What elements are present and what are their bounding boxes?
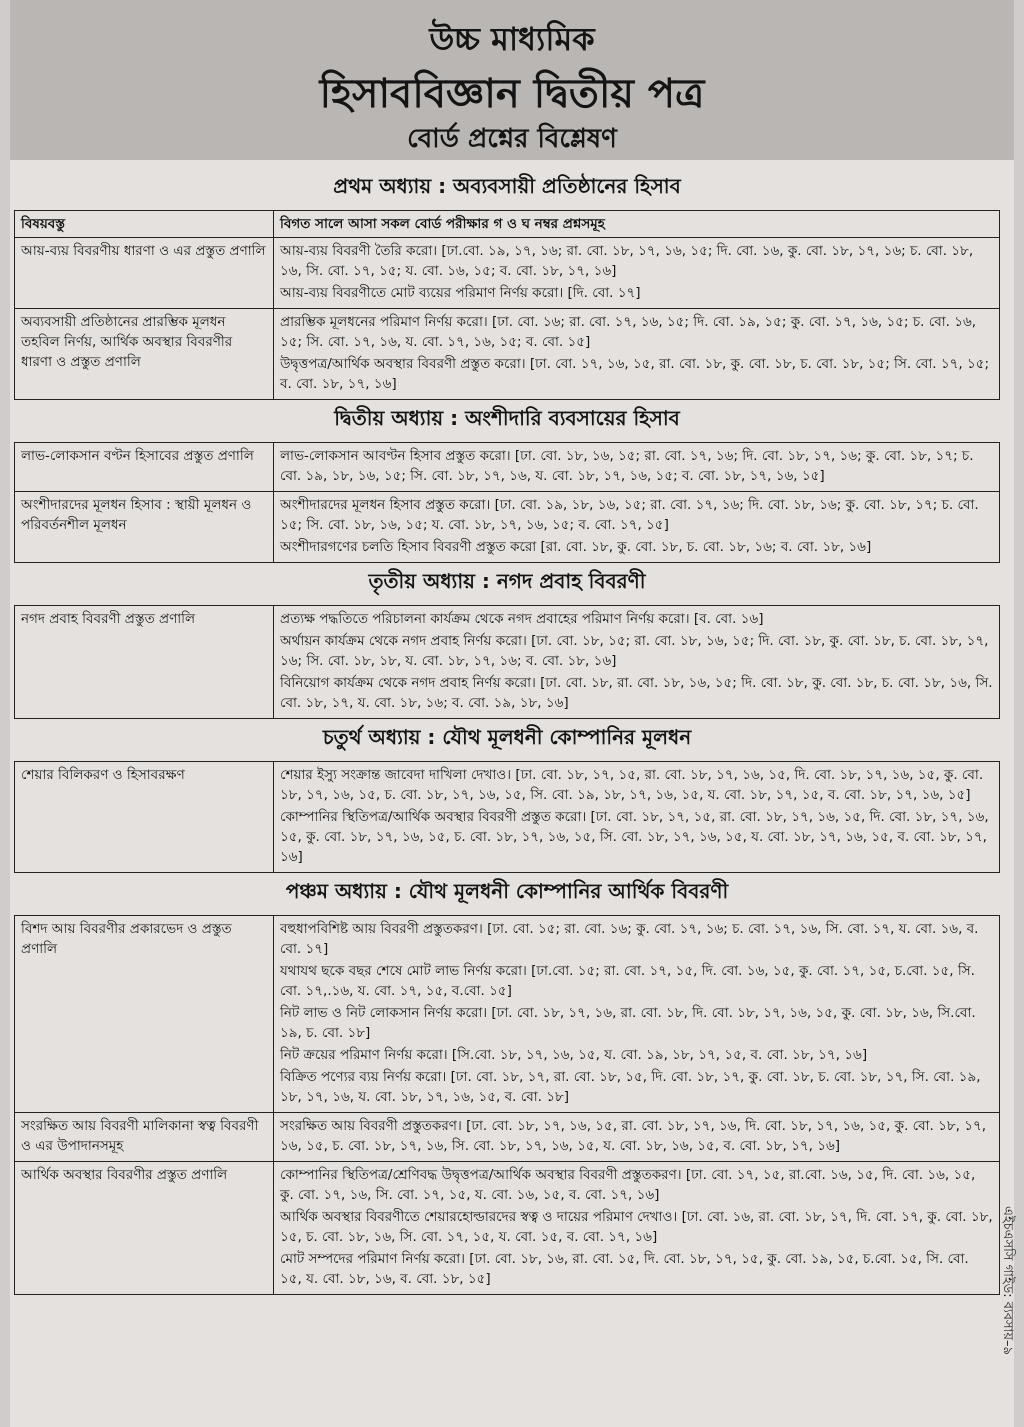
chapter-heading: তৃতীয় অধ্যায় : নগদ প্রবাহ বিবরণী — [368, 569, 646, 593]
chapter-heading: প্রথম অধ্যায় : অব্যবসায়ী প্রতিষ্ঠানের হিসাব — [333, 174, 681, 198]
table-row — [15, 606, 1000, 719]
topic-cell: শেয়ার বিলিকরণ ও হিসাবরক্ষণ — [15, 762, 274, 873]
topic-cell: আর্থিক অবস্থার বিবরণীর প্রস্তুত প্রণালি — [15, 1162, 274, 1295]
table-row — [15, 492, 1000, 563]
table-row — [15, 443, 1000, 492]
questions-cell — [274, 492, 1000, 563]
questions-cell — [274, 443, 1000, 492]
question-item: কোম্পানির স্থিতিপত্র/আর্থিক অবস্থার বিবরণী প্রস্তুত করো। [ঢা. বো. ১৮, ১৭, ১৫, রা. বো. ১৮, ১৭, ১৬, ১৫, দি. বো. ১৮, ১৭, ১৬, ১৫, কু. বো. ১৮, ১৭, ১৬, ১৫, চ. বো. ১৮, ১৭, ১৬, ১৫, সি. বো. ১৮, ১৭, ১৬, ১৫, য. বো. ১৮, ১৭, ১৬, ১৫, ব. বো. ১৮, ১৭, ১৬] — [280, 809, 989, 865]
question-item: আয়-ব্যয় বিবরণী তৈরি করো। [ঢা.বো. ১৯, ১৭, ১৬; রা. বো. ১৮, ১৭, ১৬, ১৫; দি. বো. ১৬, কু. বো. ১৮, ১৭, ১৬; চ. বো. ১৮, ১৬, সি. বো. ১৭, ১৫; য. বো. ১৬, ১৫; ব. বো. ১৮, ১৭, ১৬] — [280, 243, 974, 279]
questions-cell — [274, 309, 1000, 400]
question-item: বহুধাপবিশিষ্ট আয় বিবরণী প্রস্তুতকরণ। [ঢা. বো. ১৫; রা. বো. ১৬; কু. বো. ১৭, ১৬; চ. বো. ১৭, ১৬, সি. বো. ১৭, য. বো. ১৬, ব. বো. ১৭] — [280, 921, 979, 957]
side-caption: এইচএসসি গাইড: ব্যবসায়–৯ — [1000, 1205, 1015, 1355]
topic-cell: অংশীদারদের মূলধন হিসাব : স্থায়ী মূলধন ও পরিবর্তনশীল মূলধন — [15, 492, 274, 563]
question-item: মোট সম্পদের পরিমাণ নির্ণয় করো। [ঢা. বো. ১৮, ১৬, রা. বো. ১৫, দি. বো. ১৮, ১৭, ১৫, কু. বো. ১৯, ১৫, চ.বো. ১৫, সি. বো. ১৫, য. বো. ১৮, ১৬, ব. বো. ১৮, ১৫] — [280, 1251, 969, 1287]
question-item: আর্থিক অবস্থার বিবরণীতে শেয়ারহোল্ডারদের স্বত্ব ও দায়ের পরিমাণ দেখাও। [ঢা. বো. ১৬, রা. বো. ১৮, ১৭, দি. বো. ১৭, কু. বো. ১৮, ১৫, চ. বো. ১৮, ১৬, সি. বো. ১৭, ১৫, য. বো. ১৫, ব. বো. ১৭, ১৬] — [280, 1209, 993, 1245]
column-header-row — [15, 211, 1000, 238]
chapter-heading: দ্বিতীয় অধ্যায় : অংশীদারি ব্যবসায়ের হিসাব — [334, 406, 680, 430]
topic-cell: সংরক্ষিত আয় বিবরণী মালিকানা স্বত্ব বিবরণী ও এর উপাদানসমূহ — [15, 1113, 274, 1162]
question-item: যথাযথ ছকে বছর শেষে মোট লাভ নির্ণয় করো। [ঢা.বো. ১৫; রা. বো. ১৭, ১৫, দি. বো. ১৬, ১৫, কু. বো. ১৭, ১৫, চ.বো. ১৫, সি. বো. ১৭,.১৬, য. বো. ১৭, ১৫, ব.বো. ১৫] — [280, 963, 975, 999]
questions-cell — [274, 762, 1000, 873]
table-row — [15, 762, 1000, 873]
question-item: বিনিয়োগ কার্যক্রম থেকে নগদ প্রবাহ নির্ণয় করো। [ঢা. বো. ১৮, রা. বো. ১৮, ১৬, ১৫; দি. বো. ১৮, কু. বো. ১৮, চ. বো. ১৮, ১৬, সি. বো. ১৮, ১৭, য. বো. ১৮, ১৬; ব. বো. ১৯, ১৮, ১৬] — [280, 675, 993, 711]
level-title: উচ্চ মাধ্যমিক — [429, 20, 595, 58]
table-row — [15, 309, 1000, 400]
chapter-table — [14, 761, 1000, 873]
questions-cell — [274, 1162, 1000, 1295]
page — [10, 0, 1014, 1427]
chapter-heading: চতুর্থ অধ্যায় : যৌথ মূলধনী কোম্পানির মূলধন — [322, 725, 692, 749]
topic-cell: লাভ-লোকসান বণ্টন হিসাবের প্রস্তুত প্রণালি — [15, 443, 274, 492]
table-row — [15, 916, 1000, 1113]
question-item: আয়-ব্যয় বিবরণীতে মোট ব্যয়ের পরিমাণ নির্ণয় করো। [দি. বো. ১৭] — [280, 285, 641, 301]
chapter-table — [14, 442, 1000, 563]
chapter-heading: পঞ্চম অধ্যায় : যৌথ মূলধনী কোম্পানির আর্থিক বিবরণী — [285, 879, 729, 903]
header-banner — [10, 0, 1014, 160]
section-title: বোর্ড প্রশ্নের বিশ্লেষণ — [407, 124, 617, 154]
question-item: প্রত্যক্ষ পদ্ধতিতে পরিচালনা কার্যক্রম থেকে নগদ প্রবাহের পরিমাণ নির্ণয় করো। [ব. বো. ১৬] — [280, 611, 764, 627]
question-item: অর্থায়ন কার্যক্রম থেকে নগদ প্রবাহ নির্ণয় করো। [ঢা. বো. ১৮, ১৫; রা. বো. ১৮, ১৬, ১৫; দি. বো. ১৮, কু. বো. ১৮, চ. বো. ১৮, ১৭, ১৬; সি. বো. ১৮, ১৮, য. বো. ১৮, ১৭, ১৬; ব. বো. ১৮, ১৬] — [280, 633, 989, 669]
question-item: বিক্রিত পণ্যের ব্যয় নির্ণয় করো। [ঢা. বো. ১৮, ১৭, রা. বো. ১৮, ১৫, দি. বো. ১৮, ১৭, কু. বো. ১৮, চ. বো. ১৮, ১৭, সি. বো. ১৯, ১৮, ১৭, ১৬, য. বো. ১৮, ১৭, ১৬, ১৫, ব. বো. ১৮] — [280, 1069, 981, 1105]
topic-cell: অব্যবসায়ী প্রতিষ্ঠানের প্রারম্ভিক মূলধন তহবিল নির্ণয়, আর্থিক অবস্থার বিবরণীর ধারণা ও প্রস্তুত প্রণালি — [15, 309, 274, 400]
chapter-table — [14, 915, 1000, 1295]
question-item: লাভ-লোকসান আবণ্টন হিসাব প্রস্তুত করো। [ঢা. বো. ১৮, ১৬, ১৫; রা. বো. ১৭, ১৬; দি. বো. ১৮, ১৭, ১৬; কু. বো. ১৮, ১৭; চ. বো. ১৯, ১৮, ১৬, ১৫; সি. বো. ১৮, ১৭, ১৬, য. বো. ১৮, ১৭, ১৬, ১৫; ব. বো. ১৮, ১৭, ১৬, ১৫] — [280, 448, 974, 484]
question-item: কোম্পানির স্থিতিপত্র/শ্রেণিবদ্ধ উদ্বৃত্তপত্র/আর্থিক অবস্থার বিবরণী প্রস্তুতকরণ। [ঢা. বো. ১৭, ১৫, রা.বো. ১৬, ১৫, দি. বো. ১৬, ১৫, কু. বো. ১৭, ১৬, সি. বো. ১৭, ১৫, য. বো. ১৬, ১৫, ব. বো. ১৭, ১৬] — [280, 1167, 976, 1203]
question-item: অংশীদারগণের চলতি হিসাব বিবরণী প্রস্তুত করো [রা. বো. ১৮, কু. বো. ১৮, চ. বো. ১৮, ১৬; ব. বো. ১৮, ১৬] — [280, 539, 872, 555]
question-item: উদ্বৃত্তপত্র/আর্থিক অবস্থার বিবরণী প্রস্তুত করো। [ঢা. বো. ১৭, ১৬, ১৫, রা. বো. ১৮, কু. বো. ১৮, চ. বো. ১৮, ১৫; সি. বো. ১৭, ১৫; ব. বো. ১৮, ১৭, ১৬] — [280, 356, 990, 392]
analysis-table — [14, 168, 1000, 1295]
question-item: শেয়ার ইস্যু সংক্রান্ত জাবেদা দাখিলা দেখাও। [ঢা. বো. ১৮, ১৭, ১৫, রা. বো. ১৮, ১৭, ১৬, ১৫, দি. বো. ১৮, ১৭, ১৬, ১৫, কু. বো. ১৮, ১৭, ১৬, ১৫, চ. বো. ১৮, ১৭, ১৬, ১৫, সি. বো. ১৯, ১৮, ১৭, ১৬, ১৫, য. বো. ১৮, ১৭, ১৫, ব. বো. ১৮, ১৭, ১৬, ১৫] — [280, 767, 984, 803]
chapter-table — [14, 605, 1000, 719]
questions-cell — [274, 606, 1000, 719]
table-row — [15, 1113, 1000, 1162]
question-item: সংরক্ষিত আয় বিবরণী প্রস্তুতকরণ। [ঢা. বো. ১৮, ১৭, ১৬, ১৫, রা. বো. ১৮, ১৭, ১৬, দি. বো. ১৮, ১৭, ১৬, ১৫, কু. বো. ১৮, ১৭, ১৬, ১৫, চ. বো. ১৮, ১৭, ১৬, সি. বো. ১৮, ১৭, ১৬, ১৫, য. বো. ১৮, ১৬, ১৫, ব. বো. ১৮, ১৭, ১৬] — [280, 1118, 987, 1154]
table-row — [15, 238, 1000, 309]
column-header-topic: বিষয়বস্তু — [15, 211, 274, 238]
question-item: নিট লাভ ও নিট লোকসান নির্ণয় করো। [ঢা. বো. ১৮, ১৭, ১৬, রা. বো. ১৮, দি. বো. ১৮, ১৭, ১৬, ১৫, কু. বো. ১৮, ১৬, সি.বো. ১৯, চ. বো. ১৮] — [280, 1005, 976, 1041]
question-item: প্রারম্ভিক মূলধনের পরিমাণ নির্ণয় করো। [ঢা. বো. ১৬; রা. বো. ১৭, ১৬, ১৫; দি. বো. ১৯, ১৫; কু. বো. ১৭, ১৬, ১৫; চ. বো. ১৬, ১৫; সি. বো. ১৭, ১৬, য. বো. ১৭, ১৬, ১৫; ব. বো. ১৫] — [280, 314, 977, 350]
questions-cell — [274, 238, 1000, 309]
question-item: নিট ক্রয়ের পরিমাণ নির্ণয় করো। [সি.বো. ১৮, ১৭, ১৬, ১৫, য. বো. ১৯, ১৮, ১৭, ১৫, ব. বো. ১৮, ১৭, ১৬] — [280, 1047, 868, 1063]
chapter-table — [14, 210, 1000, 400]
table-row — [15, 1162, 1000, 1295]
column-header-questions: বিগত সালে আসা সকল বোর্ড পরীক্ষার গ ও ঘ নম্বর প্রশ্নসমূহ — [274, 211, 1000, 238]
question-item: অংশীদারদের মূলধন হিসাব প্রস্তুত করো। [ঢা. বো. ১৯, ১৮, ১৬, ১৫; রা. বো. ১৭, ১৬; দি. বো. ১৮, ১৬; কু. বো. ১৮, ১৭; চ. বো. ১৫; সি. বো. ১৮, ১৬, ১৫; য. বো. ১৮, ১৭, ১৬, ১৫; ব. বো. ১৭, ১৫] — [280, 497, 979, 533]
topic-cell: বিশদ আয় বিবরণীর প্রকারভেদ ও প্রস্তুত প্রণালি — [15, 916, 274, 1113]
topic-cell: আয়-ব্যয় বিবরণীয় ধারণা ও এর প্রস্তুত প্রণালি — [15, 238, 274, 309]
topic-cell: নগদ প্রবাহ বিবরণী প্রস্তুত প্রণালি — [15, 606, 274, 719]
subject-title: হিসাববিজ্ঞান দ্বিতীয় পত্র — [319, 71, 705, 117]
questions-cell — [274, 916, 1000, 1113]
questions-cell — [274, 1113, 1000, 1162]
